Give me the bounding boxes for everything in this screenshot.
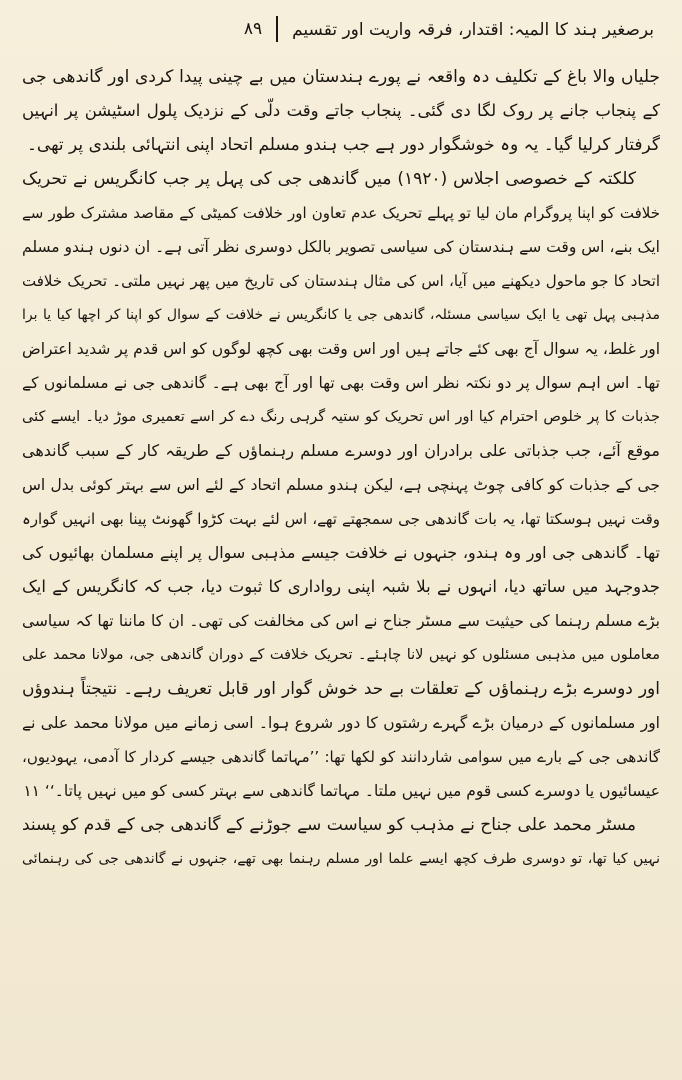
text-line: گرفتار کرلیا گیا۔ یہ وہ خوشگوار دور ہے جب ہندو مسلم اتحاد اپنی انتہائی بلندی پر تھی۔ xyxy=(26,135,660,155)
text-line: جی کے جذبات کو کافی چوٹ پہنچی ہے، لیکن ہندو مسلم اتحاد کے لئے اس سے بہتر کوئی بدل اس xyxy=(22,476,660,494)
text-line: نہیں کیا تھا، تو دوسری طرف کچھ ایسے علما اور مسلم رہنما بھی تھے، جنہوں نے گاندھی جی کی رہنمائی xyxy=(22,851,660,867)
text-line: خلافت کو اپنا پروگرام مان لیا تو پہلے تحریک عدم تعاون اور خلافت کمیٹی کے مقاصد مشترک طور سے xyxy=(22,204,660,222)
text-line: کلکتہ کے خصوصی اجلاس (۱۹۲۰) میں گاندھی جی کی پہل پر جب کانگریس نے تحریک xyxy=(22,169,636,189)
text-line: اور غلط، یہ سوال آج بھی کئے جاتے ہیں اور اس وقت بھی کچھ لوگوں کو اس قدم پر شدید اعتراض xyxy=(22,340,660,358)
text-line: جذبات کا پر خلوص احترام کیا اور اس تحریک کو ستیہ گرہی رنگ دے کر اسے تعمیری موڑ دیا۔ ایسے کئی xyxy=(22,409,660,425)
text-line: بڑے مسلم رہنما کی حیثیت سے مسٹر جناح نے اس کی مخالفت کی تھی۔ ان کا ماننا تھا کہ سیاسی xyxy=(22,612,660,630)
text-line: اور مسلمانوں کے درمیان بڑے گہرے رشتوں کا دور شروع ہوا۔ اسی زمانے میں مولانا محمد علی نے xyxy=(22,714,660,732)
text-line: جدوجہد میں ساتھ دیا، انہوں نے بلا شبہ اپنی رواداری کا ثبوت دیا، جب کہ کانگریس کے ایک xyxy=(22,577,660,596)
body-text xyxy=(22,60,660,876)
text-line: تھا۔ گاندھی جی اور وہ ہندو، جنہوں نے خلافت جیسے مذہبی سوال پر اپنے مسلمان بھائیوں کی xyxy=(22,543,660,562)
text-line: گاندھی جی کے بارے میں سوامی شاردانند کو لکھا تھا: ’’مہاتما گاندھی جیسے کردار کا آدمی، یہودیوں، xyxy=(22,748,660,766)
text-line: اور دوسرے بڑے رہنماؤں کے تعلقات بے حد خوش گوار اور قابل تعریف رہے۔ نتیجتاً ہندوؤں xyxy=(22,679,660,699)
text-line: عیسائیوں یا دوسرے کسی قوم میں نہیں ملتا۔ مہاتما گاندھی سے بہتر کسی کو میں نہیں پاتا۔‘‘ ۱۱ xyxy=(23,782,660,800)
text-line: مسٹر محمد علی جناح نے مذہب کو سیاست سے جوڑنے کے گاندھی جی کے قدم کو پسند xyxy=(22,815,636,835)
running-header xyxy=(28,12,654,46)
text-line: اتحاد کا جو ماحول دیکھنے میں آیا، اس کی مثال ہندستان کی تاریخ میں پھر نہیں ملتی۔ تحریک خلافت xyxy=(22,272,660,290)
text-line: مذہبی پہل تھی یا ایک سیاسی مسئلہ، گاندھی جی یا کانگریس نے خلافت کے سوال کو اپنا کر اچھا کیا یا برا xyxy=(22,307,660,323)
text-line: جلیاں والا باغ کے تکلیف دہ واقعہ نے پورے ہندستان میں بے چینی پیدا کردی اور گاندھی جی xyxy=(22,67,660,87)
header-divider xyxy=(276,16,278,42)
text-line: موقع آئے، جب جذباتی علی برادران اور دوسرے مسلم رہنماؤں کے طریقہ کار کے سبب گاندھی xyxy=(22,441,660,460)
page-number: ۸۹ xyxy=(243,19,263,39)
text-line: ایک بنے، اس وقت سے ہندستان کی سیاسی تصویر بالکل دوسری نظر آتی ہے۔ ان دنوں ہندو مسلم xyxy=(22,238,660,256)
text-line: وقت نہیں ہوسکتا تھا، یہ بات گاندھی جی سمجھتے تھے، اس لئے بہت کڑوا گھونٹ پینا بھی انہیں گوارہ xyxy=(22,510,660,528)
running-title: برصغیر ہند کا المیہ: اقتدار، فرقہ واریت اور تقسیم xyxy=(292,19,654,40)
text-line: کے پنجاب جانے پر روک لگا دی گئی۔ پنجاب جاتے وقت دلّی کے نزدیک پلول اسٹیشن پر انہیں xyxy=(22,101,660,120)
text-line: معاملوں میں مذہبی مسئلوں کو نہیں لانا چاہئے۔ تحریک خلافت کے دوران گاندھی جی، مولانا محمد علی xyxy=(22,647,660,663)
text-line: تھا۔ اس اہم سوال پر دو نکتہ نظر اس وقت بھی تھا اور آج بھی ہے۔ گاندھی جی نے مسلمانوں کے xyxy=(22,374,660,392)
